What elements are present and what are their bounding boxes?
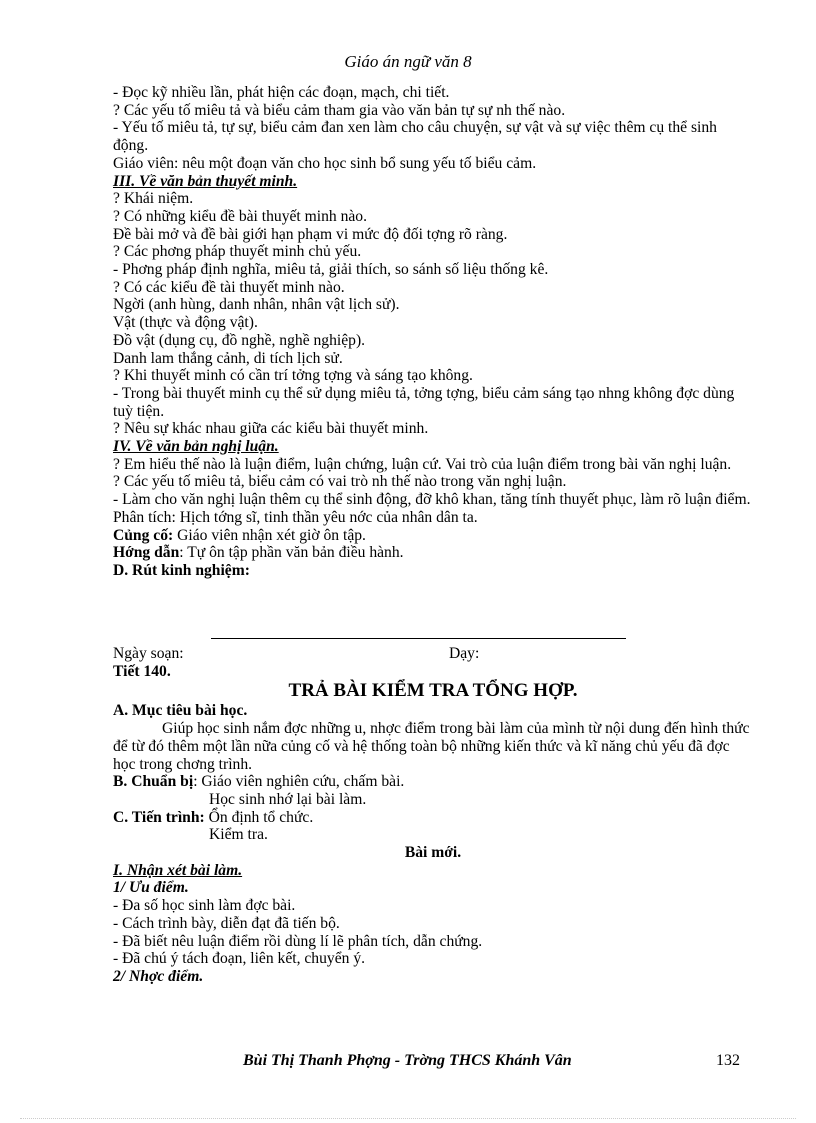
text-line: Ngời (anh hùng, danh nhân, nhân vật lịch sử). bbox=[113, 296, 400, 314]
footer-author: Bùi Thị Thanh Phợng - Trờng THCS Khánh Vân bbox=[243, 1052, 572, 1069]
process-step-1: Ổn định tổ chức. bbox=[204, 808, 314, 826]
text-line: ? Có các kiểu đề tài thuyết minh nào. bbox=[113, 278, 345, 296]
text-line: ? Nêu sự khác nhau giữa các kiểu bài thuyết minh. bbox=[113, 420, 429, 438]
prep-teacher: : Giáo viên nghiên cứu, chấm bài. bbox=[193, 773, 405, 791]
process-line bbox=[113, 809, 753, 827]
process-step-2: Kiểm tra. bbox=[209, 826, 268, 844]
text-line: ? Khái niệm. bbox=[113, 190, 194, 208]
consolidation-label: Củng cố: bbox=[113, 526, 174, 544]
strength-item: - Đa số học sinh làm đợc bài. bbox=[113, 897, 296, 915]
goal-text: Giúp học sinh nắm đợc những u, nhợc điểm trong bài làm của mình từ nội dung đến hình thức để từ đó thêm một lần nữa củng cố và hệ thống toàn bộ những kiến thức và kĩ năng chủ yếu đã đợc học trong chơng trình. bbox=[113, 720, 750, 773]
prep-line bbox=[113, 773, 753, 791]
strength-item: - Đã biết nêu luận điểm rồi dùng lí lẽ phân tích, dẫn chứng. bbox=[113, 932, 483, 950]
page-number: 132 bbox=[716, 1052, 740, 1069]
prep-date-label: Ngày soạn: bbox=[113, 644, 184, 662]
document-body bbox=[113, 84, 753, 986]
teach-date-label: Dạy: bbox=[449, 644, 480, 662]
bottom-dotted-rule bbox=[20, 1118, 796, 1119]
consolidation bbox=[113, 527, 753, 545]
text-line: - Làm cho văn nghị luận thêm cụ thể sinh động, đỡ khô khan, tăng tính thuyết phục, làm rõ luận điểm. bbox=[113, 491, 751, 509]
weakness-heading: 2/ Nhợc điểm. bbox=[113, 967, 204, 985]
spacer bbox=[113, 580, 753, 638]
guidance-text: : Tự ôn tập phần văn bản điều hành. bbox=[179, 544, 404, 562]
goal-heading: A. Mục tiêu bài học. bbox=[113, 702, 248, 720]
text-line: ? Các yếu tố miêu tả và biểu cảm tham gia vào văn bản tự sự nh thế nào. bbox=[113, 101, 566, 119]
date-row bbox=[113, 645, 753, 663]
text-line: - Phơng pháp định nghĩa, miêu tả, giải thích, so sánh số liệu thống kê. bbox=[113, 261, 549, 279]
guidance-label: Hớng dẫn bbox=[113, 544, 180, 562]
guidance bbox=[113, 544, 753, 562]
strengths-heading: 1/ Ưu điểm. bbox=[113, 879, 189, 897]
text-line: Đồ vật (dụng cụ, đồ nghề, nghề nghiệp). bbox=[113, 331, 366, 349]
text-line: Danh lam thắng cảnh, di tích lịch sử. bbox=[113, 349, 343, 367]
new-lesson-heading: Bài mới. bbox=[404, 844, 462, 862]
page-header: Giáo án ngữ văn 8 bbox=[344, 52, 472, 71]
text-line: - Đọc kỹ nhiều lần, phát hiện các đoạn, mạch, chi tiết. bbox=[113, 84, 450, 101]
text-line: ? Có những kiểu đề bài thuyết minh nào. bbox=[113, 207, 368, 225]
review-heading: I. Nhận xét bài làm. bbox=[113, 861, 243, 879]
divider-line bbox=[211, 638, 626, 639]
text-line: ? Em hiểu thế nào là luận điểm, luận chứng, luận cứ. Vai trò của luận điểm trong bài văn nghị luận. bbox=[113, 455, 732, 473]
text-line: Đề bài mở và đề bài giới hạn phạm vi mức độ đối tợng rõ ràng. bbox=[113, 225, 508, 243]
text-line: ? Khi thuyết minh có cần trí tởng tợng và sáng tạo không. bbox=[113, 367, 473, 385]
text-line: Vật (thực và động vật). bbox=[113, 314, 258, 332]
period-label: Tiết 140. bbox=[113, 662, 171, 680]
process-heading: C. Tiến trình: bbox=[113, 808, 205, 826]
prep-student: Học sinh nhớ lại bài làm. bbox=[209, 790, 367, 808]
text-line: Phân tích: Hịch tớng sĩ, tinh thần yêu nớc của nhân dân ta. bbox=[113, 508, 478, 526]
consolidation-text: Giáo viên nhận xét giờ ôn tập. bbox=[173, 526, 366, 544]
text-line: - Trong bài thuyết minh cụ thể sử dụng miêu tả, tởng tợng, biểu cảm sáng tạo nhng không đợc dùng tuỳ tiện. bbox=[113, 384, 735, 420]
text-line: ? Các phơng pháp thuyết minh chủ yếu. bbox=[113, 243, 362, 261]
text-line: - Yếu tố miêu tả, tự sự, biểu cảm đan xen làm cho câu chuyện, sự vật và sự việc thêm cụ thể sinh động. bbox=[113, 119, 717, 155]
text-line: ? Các yếu tố miêu tả, biểu cảm có vai trò nh thế nào trong văn nghị luận. bbox=[113, 473, 567, 491]
lessons-learned: D. Rút kinh nghiệm: bbox=[113, 561, 250, 579]
text-line: Giáo viên: nêu một đoạn văn cho học sinh bổ sung yếu tố biểu cảm. bbox=[113, 154, 537, 172]
strength-item: - Cách trình bày, diễn đạt đã tiến bộ. bbox=[113, 914, 340, 932]
prep-heading: B. Chuẩn bị bbox=[113, 773, 194, 791]
lesson-title: TRẢ BÀI KIỂM TRA TỔNG HỢP. bbox=[288, 680, 578, 702]
strength-item: - Đã chú ý tách đoạn, liên kết, chuyển ý. bbox=[113, 950, 366, 968]
section-heading: III. Về văn bản thuyết minh. bbox=[113, 172, 298, 190]
section-heading: IV. Về văn bản nghị luận. bbox=[113, 438, 279, 456]
